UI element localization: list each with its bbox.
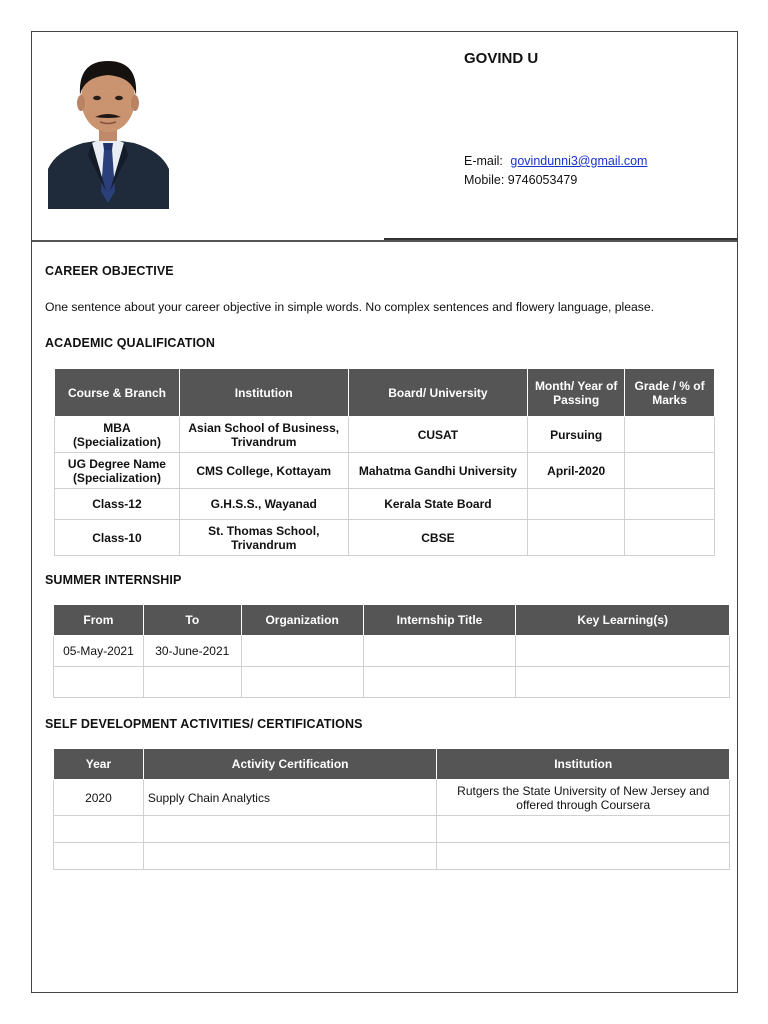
career-objective-title: CAREER OBJECTIVE xyxy=(45,264,174,278)
table-cell: Pursuing xyxy=(528,417,625,453)
table-cell: Asian School of Business, Trivandrum xyxy=(179,417,348,453)
table-cell: 05-May-2021 xyxy=(54,636,144,667)
internship-header-key-learnings: Key Learning(s) xyxy=(516,605,730,636)
table-row xyxy=(54,843,730,870)
table-cell: April-2020 xyxy=(528,453,625,489)
table-cell xyxy=(625,453,715,489)
academic-header-institution: Institution xyxy=(179,369,348,417)
table-cell xyxy=(241,667,363,698)
table-cell xyxy=(143,843,437,870)
table-row xyxy=(55,453,715,489)
table-cell xyxy=(625,489,715,520)
contact-block xyxy=(464,152,647,190)
table-row xyxy=(54,667,730,698)
internship-header-title: Internship Title xyxy=(363,605,516,636)
table-cell: 30-June-2021 xyxy=(143,636,241,667)
header-divider-accent xyxy=(384,238,737,240)
table-row xyxy=(54,636,730,667)
table-cell: St. Thomas School, Trivandrum xyxy=(179,520,348,556)
internship-header-row xyxy=(54,605,730,636)
header-divider xyxy=(32,240,737,242)
table-cell xyxy=(54,816,144,843)
table-row xyxy=(55,417,715,453)
table-cell xyxy=(625,417,715,453)
table-cell xyxy=(143,816,437,843)
table-cell: 2020 xyxy=(54,780,144,816)
certifications-table xyxy=(53,748,730,870)
mobile-label: Mobile: xyxy=(464,173,505,187)
table-cell xyxy=(54,843,144,870)
table-cell xyxy=(143,667,241,698)
academic-qualification-title: ACADEMIC QUALIFICATION xyxy=(45,336,216,350)
email-line xyxy=(464,152,647,171)
certifications-header-activity: Activity Certification xyxy=(143,749,437,780)
internship-table xyxy=(53,604,730,698)
table-cell: Class-12 xyxy=(55,489,180,520)
email-label: E-mail: xyxy=(464,154,503,168)
profile-photo-image xyxy=(48,51,169,209)
table-cell: MBA (Specialization) xyxy=(55,417,180,453)
table-cell xyxy=(241,636,363,667)
table-cell xyxy=(363,636,516,667)
table-cell: G.H.S.S., Wayanad xyxy=(179,489,348,520)
table-cell: Rutgers the State University of New Jersey and offered through Coursera xyxy=(437,780,730,816)
career-objective-text: One sentence about your career objective in simple words. No complex sentences and flowery language, please. xyxy=(45,300,655,314)
resume-page xyxy=(31,31,738,993)
table-cell: Class-10 xyxy=(55,520,180,556)
table-cell: CUSAT xyxy=(348,417,528,453)
table-cell xyxy=(54,667,144,698)
candidate-name: GOVIND U xyxy=(464,50,539,67)
table-row xyxy=(54,816,730,843)
table-cell: Kerala State Board xyxy=(348,489,528,520)
table-cell: Mahatma Gandhi University xyxy=(348,453,528,489)
table-cell xyxy=(625,520,715,556)
mobile-line xyxy=(464,171,647,190)
certifications-header-institution: Institution xyxy=(437,749,730,780)
summer-internship-title: SUMMER INTERNSHIP xyxy=(45,573,182,587)
table-cell xyxy=(437,816,730,843)
academic-table xyxy=(54,368,715,556)
table-cell: CBSE xyxy=(348,520,528,556)
internship-header-from: From xyxy=(54,605,144,636)
table-cell xyxy=(516,636,730,667)
table-row xyxy=(54,780,730,816)
table-cell xyxy=(437,843,730,870)
table-cell: UG Degree Name (Specialization) xyxy=(55,453,180,489)
mobile-number: 9746053479 xyxy=(507,173,578,187)
table-cell xyxy=(516,667,730,698)
table-cell xyxy=(528,489,625,520)
academic-header-row xyxy=(55,369,715,417)
academic-header-board: Board/ University xyxy=(348,369,528,417)
academic-header-course: Course & Branch xyxy=(55,369,180,417)
internship-header-to: To xyxy=(143,605,241,636)
certifications-header-row xyxy=(54,749,730,780)
academic-header-grade: Grade / % of Marks xyxy=(625,369,715,417)
table-cell xyxy=(363,667,516,698)
table-row xyxy=(55,489,715,520)
table-cell: Supply Chain Analytics xyxy=(143,780,437,816)
certifications-header-year: Year xyxy=(54,749,144,780)
academic-header-passing: Month/ Year of Passing xyxy=(528,369,625,417)
certifications-title: SELF DEVELOPMENT ACTIVITIES/ CERTIFICATIONS xyxy=(45,717,363,731)
table-cell: CMS College, Kottayam xyxy=(179,453,348,489)
profile-photo xyxy=(48,51,169,209)
table-row xyxy=(55,520,715,556)
internship-header-organization: Organization xyxy=(241,605,363,636)
email-link[interactable]: govindunni3@gmail.com xyxy=(510,154,648,168)
table-cell xyxy=(528,520,625,556)
